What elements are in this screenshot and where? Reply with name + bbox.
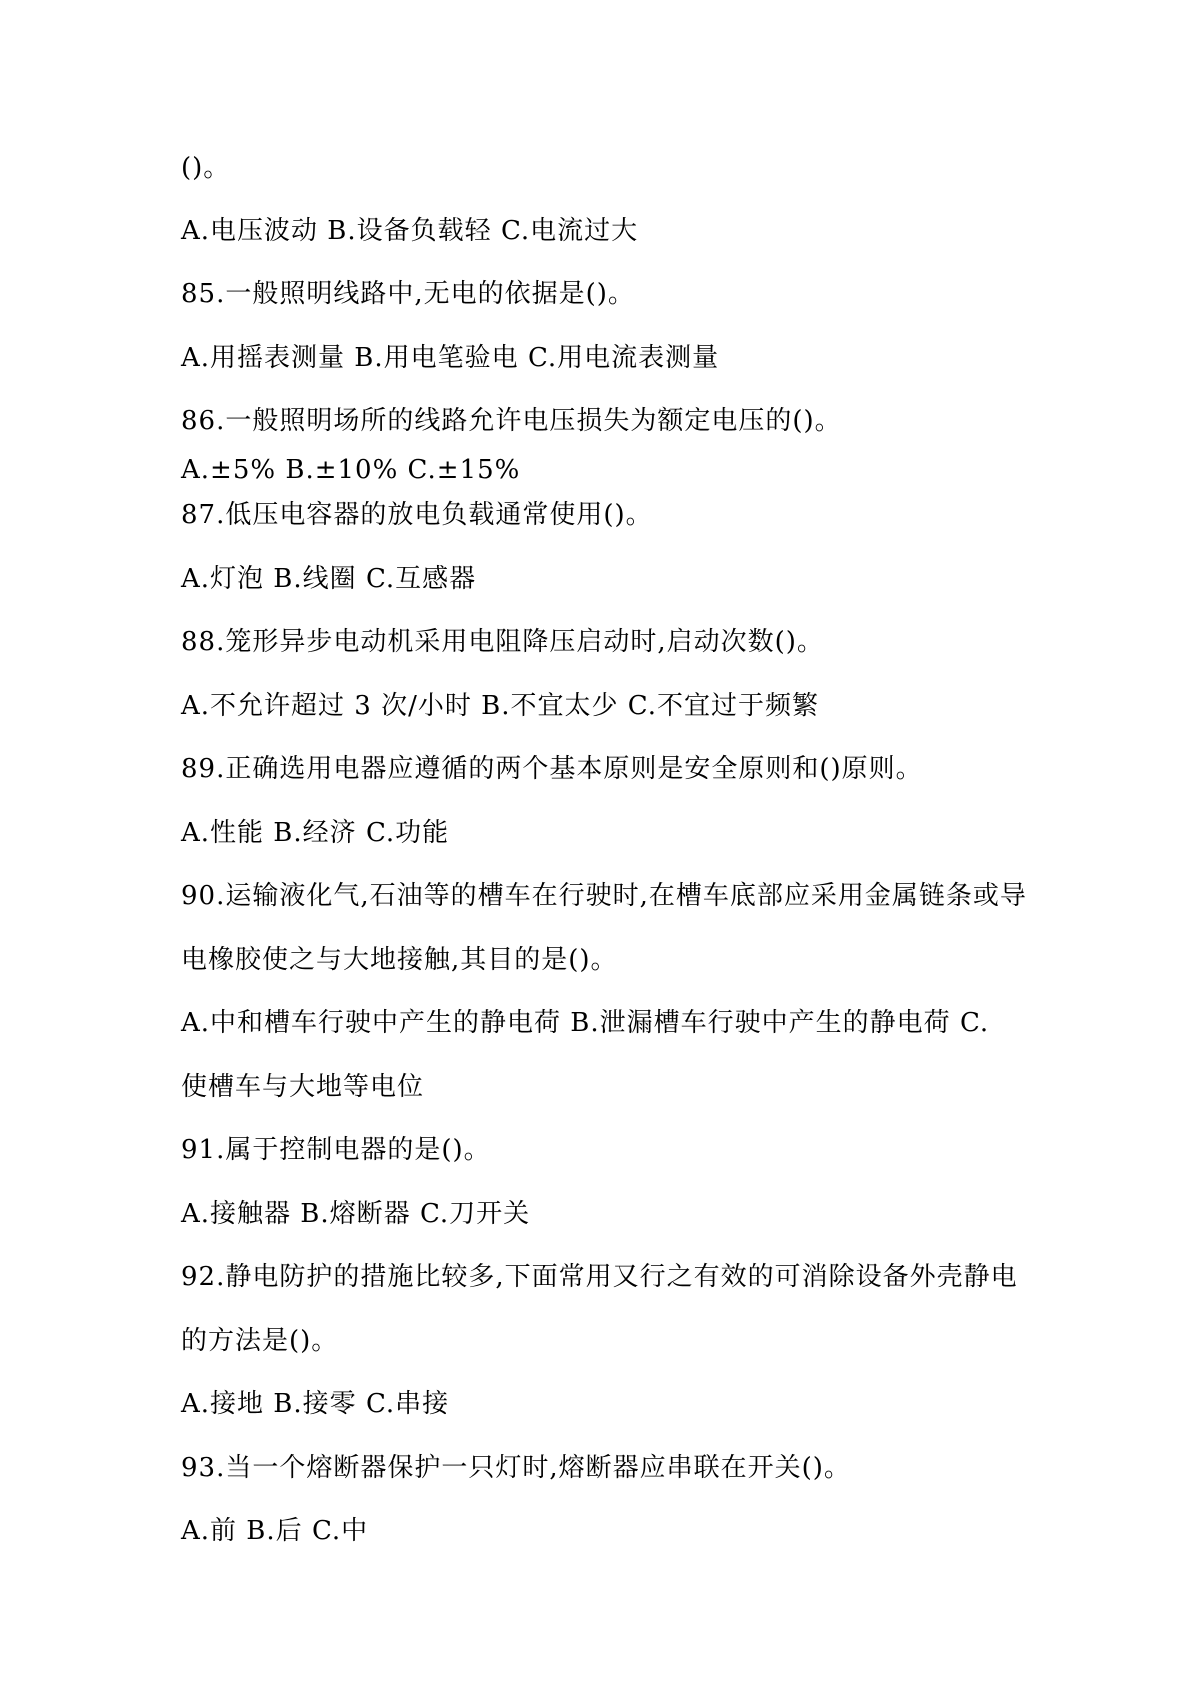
answer-options: A.电压波动 B.设备负载轻 C.电流过大 <box>181 216 639 246</box>
question-89: 89.正确选用电器应遵循的两个基本原则是安全原则和()原则。 <box>181 754 923 784</box>
question-90: 90.运输液化气,石油等的槽车在行驶时,在槽车底部应采用金属链条或导 <box>181 881 1027 911</box>
text-line: ()。 <box>181 153 231 183</box>
question-91: 91.属于控制电器的是()。 <box>181 1135 491 1165</box>
question-93: 93.当一个熔断器保护一只灯时,熔断器应串联在开关()。 <box>181 1453 851 1483</box>
question-85: 85.一般照明线路中,无电的依据是()。 <box>181 279 635 309</box>
answer-options: A.灯泡 B.线圈 C.互感器 <box>181 564 477 594</box>
answer-options: A.中和槽车行驶中产生的静电荷 B.泄漏槽车行驶中产生的静电荷 C. <box>181 1008 990 1038</box>
answer-options: A.±5% B.±10% C.±15% <box>181 455 521 485</box>
answer-options: A.接触器 B.熔断器 C.刀开关 <box>181 1199 531 1229</box>
answer-options: A.接地 B.接零 C.串接 <box>181 1389 450 1419</box>
answer-options: A.性能 B.经济 C.功能 <box>181 818 450 848</box>
question-92-cont: 的方法是()。 <box>181 1326 339 1356</box>
answer-options: A.前 B.后 C.中 <box>181 1516 369 1546</box>
question-90-cont: 电橡胶使之与大地接触,其目的是()。 <box>181 945 618 975</box>
answer-options-cont: 使槽车与大地等电位 <box>181 1072 425 1102</box>
question-88: 88.笼形异步电动机采用电阻降压启动时,启动次数()。 <box>181 627 824 657</box>
question-92: 92.静电防护的措施比较多,下面常用又行之有效的可消除设备外壳静电 <box>181 1262 1018 1292</box>
answer-options: A.不允许超过 3 次/小时 B.不宜太少 C.不宜过于频繁 <box>181 691 820 721</box>
question-86: 86.一般照明场所的线路允许电压损失为额定电压的()。 <box>181 406 842 436</box>
answer-options: A.用摇表测量 B.用电笔验电 C.用电流表测量 <box>181 343 720 373</box>
question-87: 87.低压电容器的放电负载通常使用()。 <box>181 500 653 530</box>
